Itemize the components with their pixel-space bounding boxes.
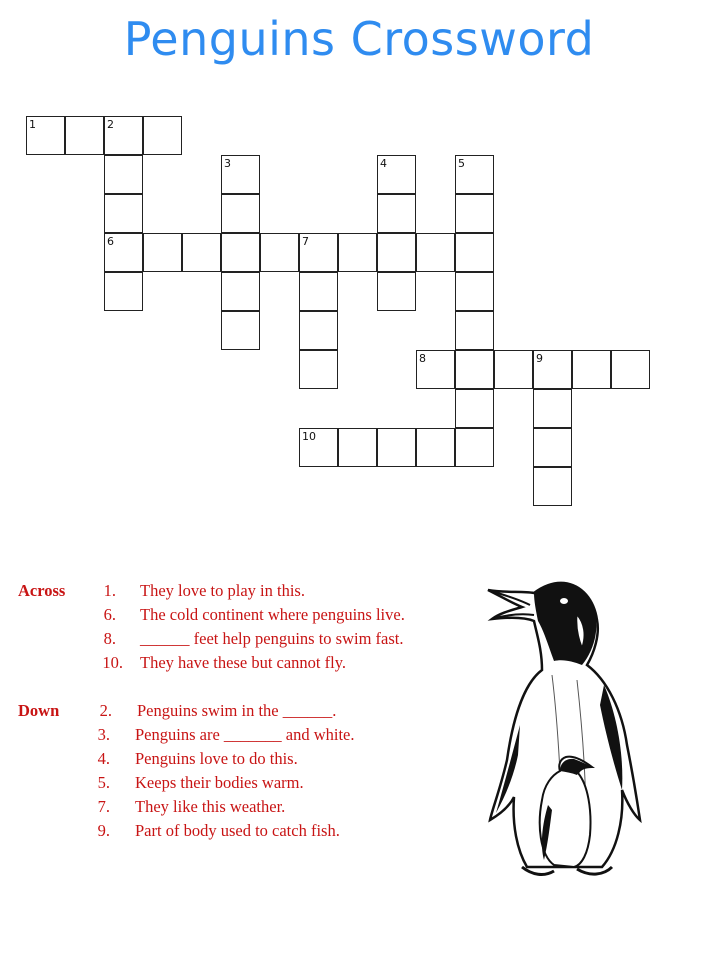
crossword-cell[interactable] (143, 233, 182, 272)
crossword-cell[interactable] (221, 311, 260, 350)
crossword-cell[interactable] (221, 155, 260, 194)
cell-number: 6 (107, 235, 114, 248)
crossword-cell[interactable] (377, 272, 416, 311)
crossword-cell[interactable] (611, 350, 650, 389)
crossword-cell[interactable] (455, 311, 494, 350)
cell-number: 8 (419, 352, 426, 365)
crossword-cell[interactable] (416, 233, 455, 272)
clue-number: 6. (103, 605, 116, 624)
crossword-cell[interactable] (533, 428, 572, 467)
crossword-cell[interactable] (104, 272, 143, 311)
crossword-cell[interactable] (221, 272, 260, 311)
clue-text: Penguins are _______ and white. (135, 725, 355, 744)
crossword-cell[interactable] (377, 194, 416, 233)
crossword-cell[interactable] (338, 428, 377, 467)
crossword-cell[interactable] (533, 350, 572, 389)
crossword-cell[interactable] (299, 272, 338, 311)
crossword-cell[interactable] (416, 428, 455, 467)
crossword-cell[interactable] (455, 428, 494, 467)
crossword-cell[interactable] (182, 233, 221, 272)
cell-number: 9 (536, 352, 543, 365)
penguin-illustration (482, 575, 642, 885)
crossword-cell[interactable] (338, 233, 377, 272)
crossword-cell[interactable] (455, 194, 494, 233)
cell-number: 4 (380, 157, 387, 170)
clue-text: Keeps their bodies warm. (135, 773, 304, 792)
clue-text: Part of body used to catch fish. (135, 821, 340, 840)
crossword-cell[interactable] (65, 116, 104, 155)
clue-text: They like this weather. (135, 797, 286, 816)
crossword-cell[interactable] (299, 233, 338, 272)
clue-text: Penguins love to do this. (135, 749, 298, 768)
clue-text: Penguins swim in the ______. (137, 701, 337, 720)
crossword-cell[interactable] (299, 350, 338, 389)
clue-text: ______ feet help penguins to swim fast. (140, 629, 404, 648)
clue-text: The cold continent where penguins live. (140, 605, 405, 624)
crossword-cell[interactable] (377, 233, 416, 272)
clue-number: 9. (97, 821, 110, 840)
clue-text: They love to play in this. (140, 581, 305, 600)
page-title: Penguins Crossword (123, 12, 595, 66)
crossword-cell[interactable] (533, 389, 572, 428)
clue-number: 10. (102, 653, 123, 672)
crossword-cell[interactable] (143, 116, 182, 155)
crossword-cell[interactable] (299, 428, 338, 467)
cell-number: 7 (302, 235, 309, 248)
down-heading: Down (18, 701, 60, 720)
penguin-eye (560, 598, 568, 604)
clue-number: 1. (103, 581, 116, 600)
crossword-cell[interactable] (221, 194, 260, 233)
crossword-cell[interactable] (104, 233, 143, 272)
clue-number: 3. (97, 725, 110, 744)
crossword-cell[interactable] (455, 350, 494, 389)
crossword-cell[interactable] (455, 233, 494, 272)
crossword-cell[interactable] (533, 467, 572, 506)
crossword-cell[interactable] (416, 350, 455, 389)
clue-number: 8. (103, 629, 116, 648)
crossword-cell[interactable] (377, 428, 416, 467)
crossword-cell[interactable] (299, 311, 338, 350)
crossword-cell[interactable] (572, 350, 611, 389)
clue-number: 7. (97, 797, 110, 816)
crossword-cell[interactable] (26, 116, 65, 155)
crossword-cell[interactable] (104, 155, 143, 194)
crossword-cell[interactable] (494, 350, 533, 389)
cell-number: 10 (302, 430, 316, 443)
across-heading: Across (18, 581, 66, 600)
cell-number: 3 (224, 157, 231, 170)
clue-number: 2. (99, 701, 112, 720)
cell-number: 2 (107, 118, 114, 131)
clue-number: 4. (97, 749, 110, 768)
clue-number: 5. (97, 773, 110, 792)
clue-text: They have these but cannot fly. (140, 653, 347, 672)
crossword-cell[interactable] (104, 194, 143, 233)
crossword-cell[interactable] (455, 389, 494, 428)
crossword-cell[interactable] (377, 155, 416, 194)
crossword-cell[interactable] (221, 233, 260, 272)
cell-number: 1 (29, 118, 36, 131)
crossword-cell[interactable] (455, 155, 494, 194)
crossword-cell[interactable] (104, 116, 143, 155)
crossword-cell[interactable] (455, 272, 494, 311)
cell-number: 5 (458, 157, 465, 170)
crossword-cell[interactable] (260, 233, 299, 272)
